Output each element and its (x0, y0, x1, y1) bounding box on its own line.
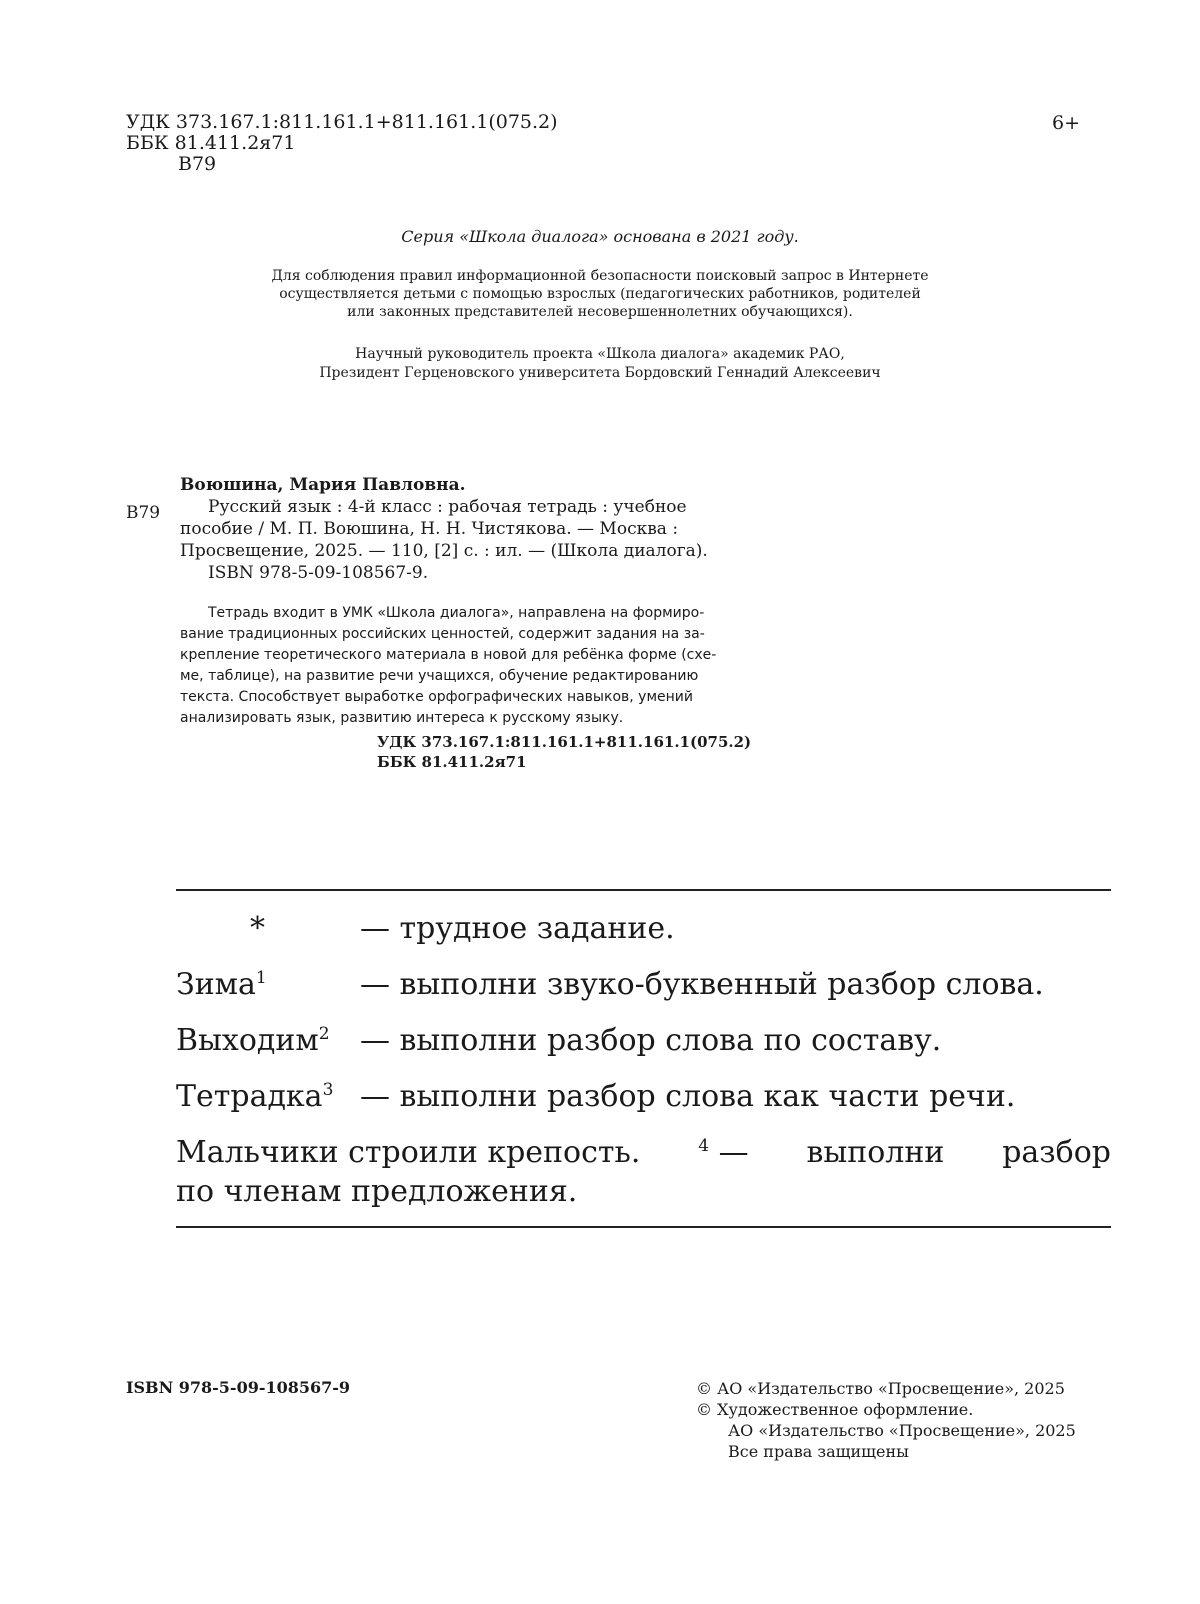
annotation-line: Тетрадь входит в УМК «Школа диалога», направлена на формиро- (208, 605, 705, 621)
catalog-line: Просвещение, 2025. — 110, [2] с. : ил. — (Школа диалога). (180, 541, 708, 561)
sci-line: Научный руководитель проекта «Школа диалога» академик РАО, (355, 346, 845, 362)
bbk-code: ББК 81.411.2я71 (126, 132, 296, 154)
copyright-block (696, 1378, 1076, 1462)
catalog-code: В79 (126, 503, 161, 523)
series-note: Серия «Школа диалога» основана в 2021 году. (401, 227, 799, 246)
legend-word-1: выполни (806, 1135, 945, 1170)
catalog-isbn: ISBN 978-5-09-108567-9. (208, 563, 429, 583)
legend-star: * (250, 911, 265, 946)
annotation-line: текста. Способствует выработке орфографических навыков, умений (180, 689, 693, 705)
annotation-line: крепление теоретического материала в новой для ребёнка форме (схе- (180, 647, 717, 663)
legend-sentence: Мальчики строили крепость. (176, 1135, 641, 1170)
author-mark: В79 (178, 153, 217, 175)
catalog-bbk: ББК 81.411.2я71 (377, 753, 527, 771)
copyright-line: © Художественное оформление. (696, 1400, 974, 1419)
sci-line: Президент Герценовского университета Бордовский Геннадий Алексеевич (319, 365, 881, 381)
safety-notice (0, 267, 1200, 321)
legend-sentence-mark (698, 1136, 748, 1170)
annotation-line: вание традиционных российских ценностей, содержит задания на за- (180, 626, 705, 642)
annotation-line: анализировать язык, развитию интереса к русскому языку. (180, 710, 624, 726)
catalog-udk: УДК 373.167.1:811.161.1+811.161.1(075.2) (377, 733, 752, 751)
catalog-line: пособие / М. П. Воюшина, Н. Н. Чистякова. — Москва : (180, 519, 679, 539)
legend-footnote-mark: 4 (698, 1136, 710, 1156)
notice-line: Для соблюдения правил информационной безопасности поисковый запрос в Интернете (271, 268, 929, 284)
legend-word (176, 1080, 333, 1114)
legend-desc: по членам предложения. (176, 1174, 578, 1209)
legend-word-text: Выходим (176, 1023, 319, 1058)
legend-word-text: Зима (176, 967, 256, 1002)
legend-desc: — выполни разбор слова по составу. (360, 1023, 942, 1058)
legend-word-text: Тетрадка (176, 1079, 323, 1114)
catalog-card (180, 474, 780, 584)
legend-dash: — (718, 1135, 749, 1170)
notice-line: осуществляется детьми с помощью взрослых (педагогических работников, родителей (279, 286, 921, 302)
legend-word-2: разбор (1002, 1135, 1111, 1170)
scientific-lead (0, 345, 1200, 383)
copyright-line: © АО «Издательство «Просвещение», 2025 (696, 1379, 1065, 1398)
legend-desc: — выполни разбор слова как части речи. (360, 1079, 1016, 1114)
legend-top-rule (176, 889, 1111, 891)
notice-line: или законных представителей несовершеннолетних обучающихся). (347, 304, 853, 320)
catalog-classification (377, 732, 751, 772)
header-codes (126, 112, 558, 175)
copyright-line: Все права защищены (728, 1442, 909, 1461)
age-rating: 6+ (1051, 112, 1080, 134)
footer-isbn: ISBN 978-5-09-108567-9 (126, 1378, 351, 1397)
annotation-line: ме, таблице), на развитие речи учащихся, обучение редактированию (180, 668, 699, 684)
legend-word (176, 1024, 330, 1058)
legend-footnote-mark: 2 (318, 1024, 330, 1044)
copyright-line: АО «Издательство «Просвещение», 2025 (728, 1421, 1076, 1440)
catalog-line: Русский язык : 4-й класс : рабочая тетрадь : учебное (208, 497, 687, 517)
legend-bottom-rule (176, 1226, 1111, 1228)
catalog-author: Воюшина, Мария Павловна. (180, 475, 466, 495)
catalog-annotation (180, 603, 780, 729)
udk-code: УДК 373.167.1:811.161.1+811.161.1(075.2) (126, 111, 558, 133)
legend-footnote-mark: 1 (255, 968, 267, 988)
legend-word (176, 968, 267, 1002)
legend-desc: — трудное задание. (360, 911, 675, 946)
legend-footnote-mark: 3 (322, 1080, 334, 1100)
legend-sentence-line (176, 1136, 1111, 1170)
legend-desc: — выполни звуко-буквенный разбор слова. (360, 967, 1044, 1002)
